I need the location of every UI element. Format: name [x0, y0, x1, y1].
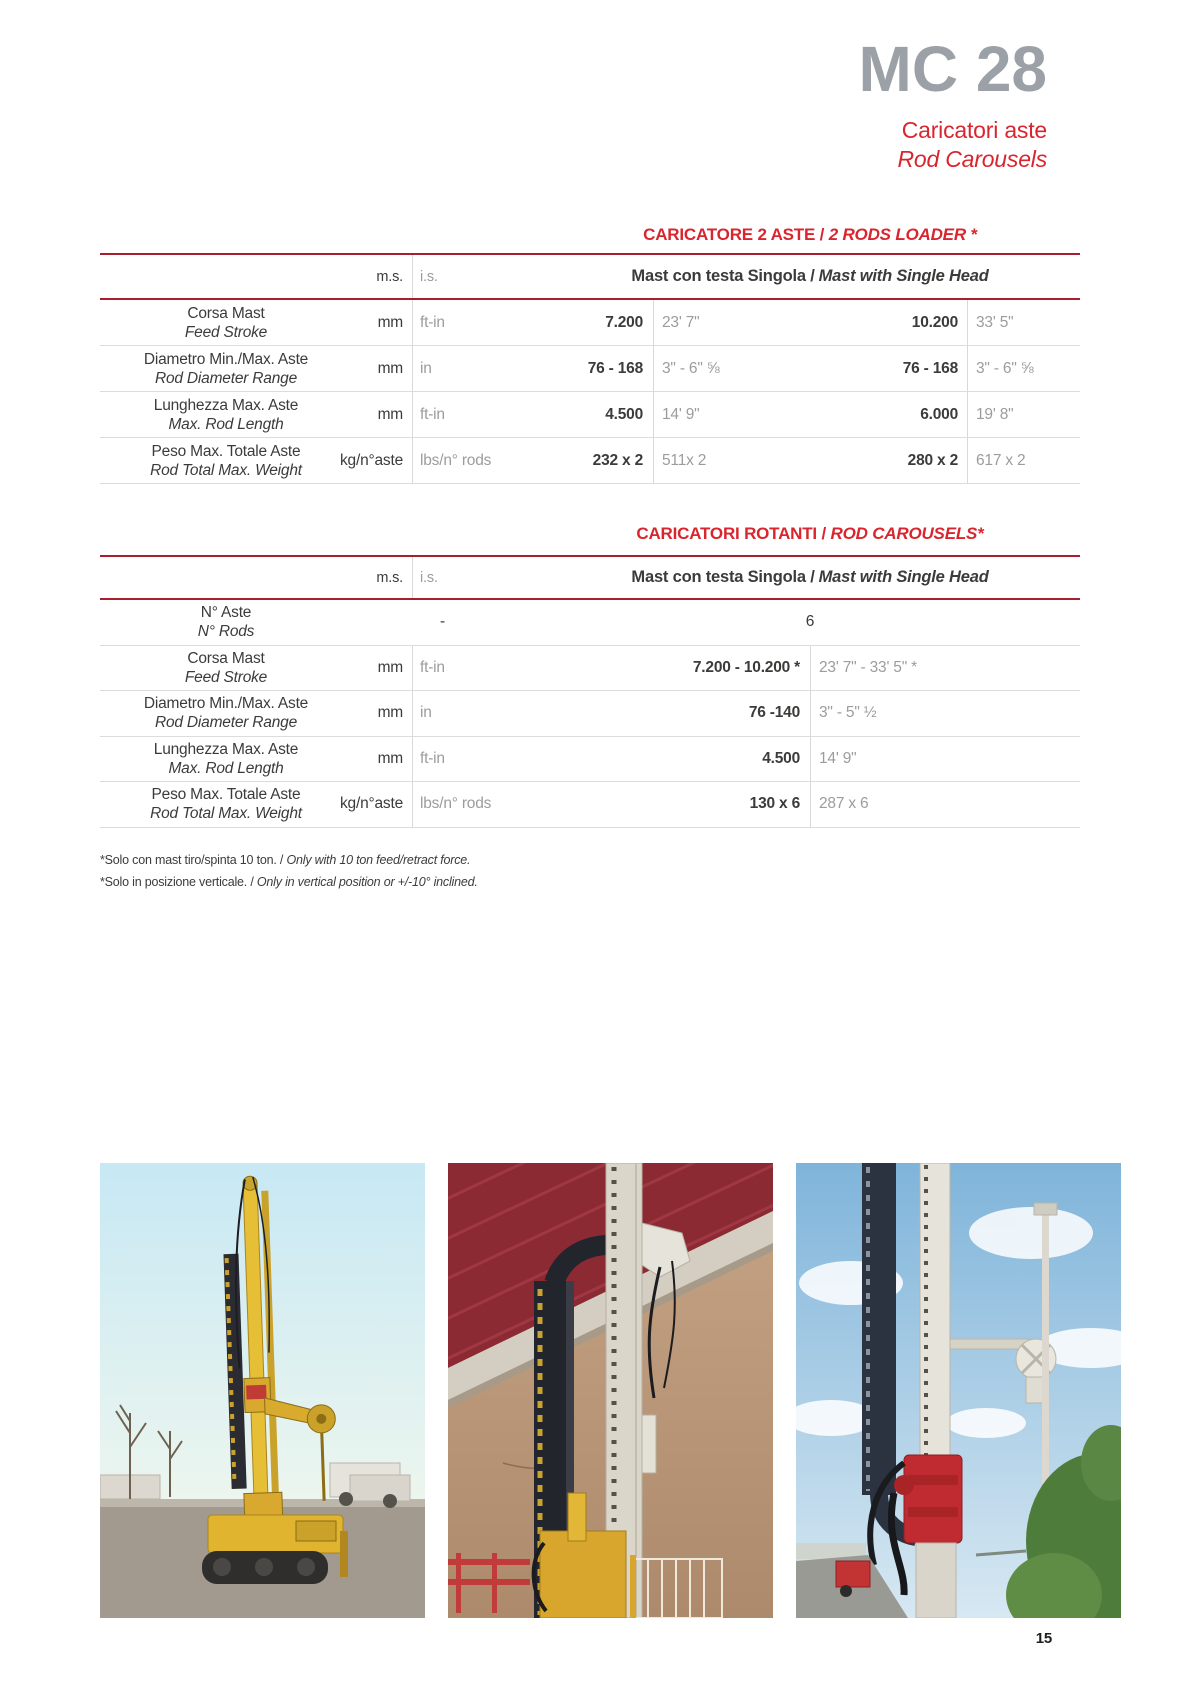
carousel-table-title-italian: CARICATORI ROTANTI / — [636, 524, 831, 543]
carousel-table — [100, 555, 1080, 828]
value-1-imperial: 23' 7" — [653, 300, 810, 345]
rods-units-dash: - — [440, 613, 445, 631]
row-label — [100, 691, 345, 736]
row-label — [100, 346, 345, 391]
row-label-english: Max. Rod Length — [168, 415, 284, 433]
unit-metric: mm — [377, 359, 403, 377]
footnote-italian: *Solo con mast tiro/spinta 10 ton. / — [100, 853, 287, 867]
row-label — [100, 646, 345, 691]
row-label-english: Max. Rod Length — [168, 759, 284, 777]
unit-imperial: ft-in — [412, 737, 540, 782]
row-label-english: N° Rods — [197, 623, 255, 641]
row-label-italian: Lunghezza Max. Aste — [153, 396, 299, 414]
row-label — [100, 782, 345, 827]
mast-header-italian: Mast con testa Singola / — [631, 267, 815, 285]
value-2-imperial: 33' 5" — [967, 300, 1080, 345]
value-1-imperial: 3" - 6" ⅝ — [653, 346, 810, 391]
table-row — [100, 737, 1080, 783]
carousel-table-header — [100, 555, 1080, 600]
mast-header-english: Mast with Single Head — [818, 267, 989, 285]
table-row — [100, 691, 1080, 737]
value-1-metric: 7.200 — [605, 313, 643, 331]
loader-table-title-italian: CARICATORE 2 ASTE / — [643, 225, 829, 244]
value-imperial: 23' 7" - 33' 5" * — [810, 646, 1080, 691]
value-2-imperial: 617 x 2 — [967, 438, 1080, 483]
rods-count-value: 6 — [805, 613, 815, 631]
row-label-english: Rod Diameter Range — [154, 369, 297, 387]
footnotes — [100, 849, 478, 893]
column-header-ms: m.s. — [376, 268, 403, 285]
unit-imperial: lbs/n° rods — [412, 782, 540, 827]
value-imperial: 14' 9" — [810, 737, 1080, 782]
value-1-metric: 76 - 168 — [587, 359, 643, 377]
value-2-metric: 280 x 2 — [907, 451, 958, 469]
row-label-italian: Corsa Mast — [187, 304, 265, 322]
table-row — [100, 346, 1080, 392]
page-number: 15 — [1035, 1630, 1052, 1647]
mast-header-english: Mast with Single Head — [818, 568, 989, 586]
value-1-metric: 4.500 — [605, 405, 643, 423]
value-1-imperial: 14' 9" — [653, 392, 810, 437]
row-label-italian: Lunghezza Max. Aste — [153, 740, 299, 758]
page-title: MC 28 — [858, 33, 1047, 105]
value-1-metric: 232 x 2 — [592, 451, 643, 469]
footnote-italian: *Solo in posizione verticale. / — [100, 875, 257, 889]
row-label-english: Feed Stroke — [184, 323, 268, 341]
unit-metric: kg/n°aste — [340, 451, 403, 469]
photo-strip — [100, 1163, 1121, 1618]
column-header-mast — [540, 557, 1080, 598]
unit-imperial: ft-in — [412, 392, 540, 437]
row-label — [100, 737, 345, 782]
row-label-italian: N° Aste — [200, 604, 252, 622]
row-label-english: Rod Total Max. Weight — [150, 461, 302, 479]
photo-mast-rotary-head — [796, 1163, 1121, 1618]
column-header-mast — [540, 255, 1080, 298]
row-label-italian: Corsa Mast — [187, 649, 265, 667]
value-metric: 7.200 - 10.200 * — [692, 658, 800, 676]
footnote-english: Only with 10 ton feed/retract force. — [286, 853, 471, 867]
row-label — [100, 392, 345, 437]
column-header-is: i.s. — [412, 557, 540, 598]
value-2-metric: 6.000 — [920, 405, 958, 423]
photo-crawler-rig — [100, 1163, 425, 1618]
carousel-table-title-english: ROD CAROUSELS* — [830, 524, 984, 543]
loader-table — [100, 253, 1080, 484]
loader-table-title-english: 2 RODS LOADER * — [828, 225, 977, 244]
row-label — [100, 300, 345, 345]
footnote — [100, 849, 478, 871]
unit-metric: kg/n°aste — [340, 795, 403, 813]
page-header — [858, 33, 1048, 174]
unit-metric: mm — [377, 704, 403, 722]
table-row — [100, 392, 1080, 438]
row-label — [100, 600, 345, 645]
row-label-italian: Peso Max. Totale Aste — [151, 786, 301, 804]
value-2-imperial: 19' 8" — [967, 392, 1080, 437]
row-label-italian: Peso Max. Totale Aste — [151, 442, 301, 460]
unit-metric: mm — [377, 313, 403, 331]
value-metric: 4.500 — [762, 749, 800, 767]
table-row — [100, 300, 1080, 346]
value-metric: 76 -140 — [748, 704, 800, 722]
unit-imperial: in — [412, 346, 540, 391]
table-row — [100, 782, 1080, 828]
value-2-metric: 76 - 168 — [902, 359, 958, 377]
unit-imperial: lbs/n° rods — [412, 438, 540, 483]
row-label-italian: Diametro Min./Max. Aste — [143, 695, 309, 713]
value-2-metric: 10.200 — [911, 313, 958, 331]
photo-mast-carousel-detail — [448, 1163, 773, 1618]
row-label-italian: Diametro Min./Max. Aste — [143, 350, 309, 368]
row-label-english: Feed Stroke — [184, 668, 268, 686]
row-label-english: Rod Total Max. Weight — [150, 805, 302, 823]
value-imperial: 287 x 6 — [810, 782, 1080, 827]
unit-imperial: ft-in — [412, 300, 540, 345]
footnote-english: Only in vertical position or +/-10° inclined. — [256, 875, 478, 889]
column-header-ms: m.s. — [376, 569, 403, 586]
value-metric: 130 x 6 — [749, 795, 800, 813]
value-1-imperial: 511x 2 — [653, 438, 810, 483]
value-imperial: 3" - 5" ½ — [810, 691, 1080, 736]
table-row-rods-count — [100, 600, 1080, 646]
mast-header-italian: Mast con testa Singola / — [631, 568, 815, 586]
column-header-is: i.s. — [412, 255, 540, 298]
value-2-imperial: 3" - 6" ⅝ — [967, 346, 1080, 391]
row-label-english: Rod Diameter Range — [154, 714, 297, 732]
subtitle-italian: Caricatori aste — [901, 117, 1047, 143]
loader-table-header — [100, 253, 1080, 300]
carousel-table-title — [540, 524, 1080, 544]
unit-metric: mm — [377, 405, 403, 423]
subtitle-english: Rod Carousels — [897, 146, 1047, 172]
table-row — [100, 438, 1080, 484]
row-label — [100, 438, 345, 483]
table-row — [100, 646, 1080, 692]
unit-imperial: in — [412, 691, 540, 736]
unit-metric: mm — [377, 658, 403, 676]
loader-table-title — [540, 225, 1080, 245]
footnote — [100, 871, 478, 893]
unit-imperial: ft-in — [412, 646, 540, 691]
unit-metric: mm — [377, 749, 403, 767]
